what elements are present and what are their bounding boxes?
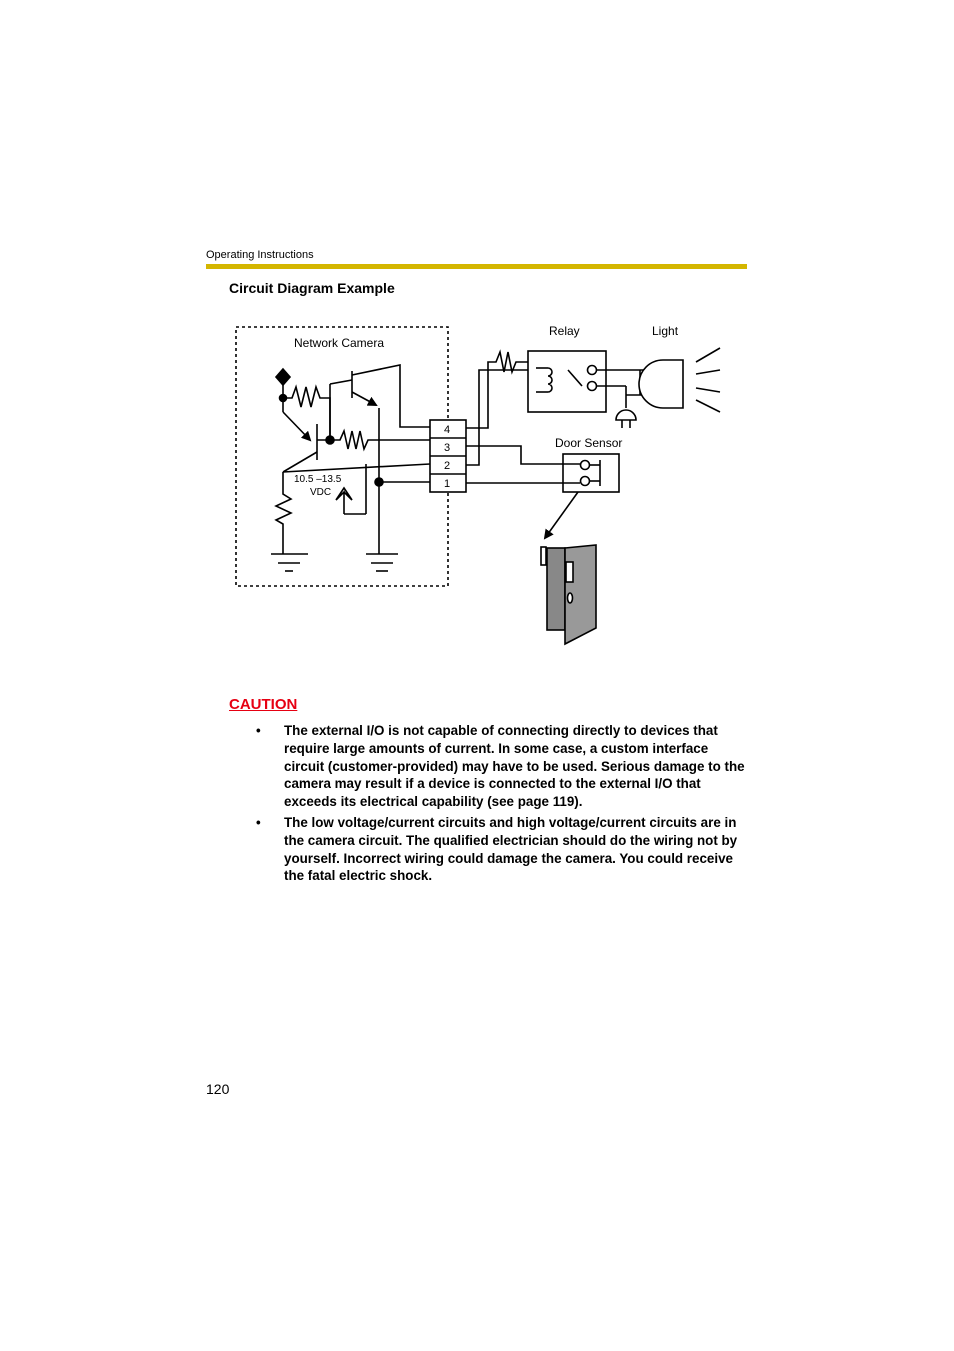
- caution-text: The low voltage/current circuits and high voltage/current circuits are in the camera circuit. The qualified electrician should do the wiring not by yourself. Incorrect wiring could damage the camera. You could receive the fatal electric shock.: [284, 814, 738, 884]
- relay-coil: [548, 368, 552, 392]
- terminal-4: 4: [444, 424, 451, 436]
- bullet-icon: •: [256, 814, 261, 830]
- source-diamond: [276, 369, 290, 385]
- light-bulb: [639, 360, 683, 408]
- caution-list: [256, 722, 748, 888]
- running-header: Operating Instructions: [206, 249, 314, 261]
- network-camera-label: Network Camera: [294, 336, 385, 350]
- page-number: 120: [206, 1081, 230, 1097]
- plug: [616, 410, 636, 420]
- door-sensor-box: [563, 454, 619, 492]
- door-sensor-label: Door Sensor: [555, 436, 623, 450]
- terminal-1: 1: [444, 478, 451, 490]
- terminal-3: 3: [444, 442, 451, 454]
- voltage-unit-label: VDC: [310, 487, 332, 498]
- caution-text: The external I/O is not capable of connecting directly to devices that require large amounts of current. In some case, a custom interface circuit (customer-provided) may have to be used. Serious damage to the camera may result if a device is connected to the external I/O that exceeds its electrical capability (see page 119).: [284, 723, 745, 810]
- caution-heading: CAUTION: [229, 696, 298, 713]
- resistor-bottom: [276, 472, 291, 554]
- caution-item: [256, 814, 748, 885]
- camera-boundary: [236, 327, 451, 586]
- voltage-range-label: 10.5 –13.5: [294, 474, 342, 485]
- vdc-arrow: [336, 488, 352, 514]
- section-title: Circuit Diagram Example: [229, 280, 395, 296]
- terminal-2: 2: [444, 460, 451, 472]
- resistor-top: [283, 387, 330, 440]
- caution-item: [256, 722, 748, 811]
- relay-label: Relay: [549, 324, 580, 338]
- bullet-icon: •: [256, 723, 261, 738]
- door-frame: [547, 548, 565, 630]
- light-label: Light: [652, 324, 679, 338]
